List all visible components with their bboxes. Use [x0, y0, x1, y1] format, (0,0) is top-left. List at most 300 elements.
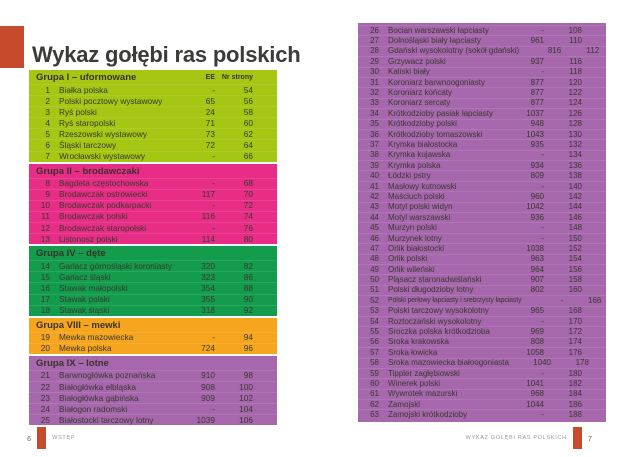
breed-name: Motyl warszawski	[388, 212, 451, 222]
breed-row	[29, 343, 277, 354]
breed-name: Murzyn polski	[388, 223, 437, 233]
breed-name: Krótkodzioby tomaszowski	[388, 129, 483, 139]
breed-row	[358, 25, 606, 35]
row-number: 37	[370, 139, 379, 149]
breed-row	[29, 392, 277, 403]
breed-row	[29, 332, 277, 343]
row-number: 45	[370, 223, 379, 233]
column-header-page: Nr strony	[221, 74, 253, 81]
breed-name: Dolnośląski biały łapciasty	[388, 36, 481, 46]
row-number: 13	[40, 233, 50, 244]
breed-row	[358, 222, 606, 232]
page-ref: 106	[239, 414, 253, 425]
breed-row	[29, 151, 277, 162]
page-title: Wykaz gołębi ras polskich	[32, 41, 301, 67]
page-ref: 122	[568, 88, 582, 98]
ee-number: -	[212, 84, 215, 95]
page-ref: 182	[568, 378, 582, 388]
ee-number: 323	[201, 271, 215, 282]
breed-row	[358, 243, 606, 253]
ee-number: -	[541, 410, 544, 420]
breed-name: Grzywacz polski	[388, 56, 446, 66]
breed-name: Bagdeta częstochowska	[59, 178, 149, 189]
ee-number: 809	[530, 171, 544, 181]
ee-number: -	[212, 151, 215, 162]
ee-number: 968	[530, 389, 544, 399]
group-block	[29, 356, 277, 425]
breed-row	[358, 347, 606, 357]
group-name: Grupa II – brodawczaki	[36, 165, 140, 177]
ee-number: 1039	[196, 414, 215, 425]
page-ref: 150	[568, 233, 582, 243]
breed-name: Stawak polski	[59, 294, 110, 305]
breed-row	[358, 399, 606, 409]
page-ref: 70	[243, 189, 253, 200]
row-number: 58	[370, 358, 379, 368]
ee-number: 877	[530, 77, 544, 87]
page-ref: 160	[568, 285, 582, 295]
page-ref: 148	[568, 223, 582, 233]
breed-name: Gdański wysokolotny (sokół gdański)	[388, 46, 520, 56]
breed-row	[29, 211, 277, 222]
breed-row	[29, 222, 277, 233]
page-ref: 110	[569, 36, 582, 46]
group-name: Grupa I – uformowane	[36, 72, 137, 83]
breed-row	[358, 170, 606, 180]
row-number: 26	[370, 25, 379, 35]
breed-row	[29, 233, 277, 244]
ee-number: -	[212, 200, 215, 211]
page-ref: 96	[243, 343, 253, 354]
ee-number: 1043	[526, 129, 544, 139]
ee-number: -	[541, 25, 544, 35]
breed-row	[29, 117, 277, 128]
page-ref: 124	[568, 98, 582, 108]
breed-row	[358, 306, 606, 316]
footer-section-label: WYKAZ GOŁĘBI RAS POLSKICH	[465, 435, 567, 441]
column-header-ee: EE	[205, 74, 215, 81]
page-ref: 170	[568, 316, 582, 326]
page-ref: 104	[239, 403, 253, 414]
ee-number: 24	[205, 106, 215, 117]
ee-number: 816	[547, 46, 562, 56]
ee-number: 964	[530, 264, 544, 274]
breed-name: Krymka białostocka	[388, 139, 458, 149]
breed-row	[29, 178, 277, 189]
page-ref: 92	[243, 305, 253, 316]
group-header	[29, 318, 277, 332]
row-number: 35	[370, 119, 379, 129]
page-ref: 178	[575, 358, 589, 368]
ee-number: 71	[205, 117, 215, 128]
ee-number: 1044	[526, 399, 544, 409]
row-number: 20	[40, 343, 50, 354]
row-number: 50	[370, 275, 379, 285]
group-header	[29, 356, 277, 370]
ee-number: 116	[201, 211, 215, 222]
ee-number: 934	[530, 160, 544, 170]
ee-number: 114	[201, 233, 215, 244]
breed-name: Ryś polski	[59, 106, 97, 117]
group-name: Grupa IV – dęte	[36, 248, 106, 260]
breed-row	[358, 409, 606, 419]
breed-name: Murzynek lotny	[388, 233, 442, 243]
breed-name: Winerek polski	[388, 378, 441, 388]
ee-number: 320	[201, 260, 215, 271]
page-ref: 168	[568, 306, 582, 316]
row-number: 51	[370, 285, 379, 295]
breed-name: Krótkodzioby pasiak łapciasty	[388, 108, 493, 118]
ee-number: 808	[530, 337, 544, 347]
page-ref: 144	[568, 202, 582, 212]
row-number: 22	[40, 381, 50, 392]
breed-name: Brodawczak staropolski	[59, 222, 147, 233]
breed-row	[358, 337, 606, 347]
page-ref: 60	[243, 117, 253, 128]
page-ref: 180	[568, 368, 582, 378]
ee-number: 1037	[526, 108, 544, 118]
row-number: 55	[370, 327, 379, 337]
ee-number: 948	[530, 119, 544, 129]
ee-number: -	[212, 178, 215, 189]
page-ref: 132	[568, 139, 582, 149]
breed-name: Masłowy kutnowski	[388, 181, 457, 191]
breed-row	[358, 181, 606, 191]
breed-row	[358, 108, 606, 118]
page-ref: 166	[588, 295, 602, 305]
breed-name: Listonosz polski	[59, 233, 118, 244]
ee-number: -	[212, 222, 215, 233]
row-number: 15	[40, 271, 50, 282]
breed-name: Polski długodzioby lotny	[388, 285, 474, 295]
breed-row	[358, 264, 606, 274]
row-number: 12	[40, 222, 50, 233]
breed-name: Białogłówka gąbińska	[59, 392, 139, 403]
row-number: 16	[40, 282, 50, 293]
breed-name: Białogon radomski	[59, 403, 128, 414]
breed-name: Białka polska	[59, 84, 108, 95]
row-number: 10	[40, 200, 50, 211]
breed-name: Wywrotek mazurski	[388, 389, 458, 399]
row-number: 62	[370, 399, 379, 409]
group-name: Grupa VIII – mewki	[36, 319, 121, 331]
breed-row	[29, 381, 277, 392]
ee-number: 961	[530, 36, 544, 46]
breed-name: Krymka kujawska	[388, 150, 451, 160]
row-number: 27	[370, 36, 379, 46]
breed-row	[358, 274, 606, 284]
row-number: 33	[370, 98, 379, 108]
breed-name: Rzeszowski wystawowy	[59, 128, 148, 139]
page-ref: 118	[569, 67, 582, 77]
ee-number: 937	[530, 56, 544, 66]
breed-name: Sroka łowicka	[388, 347, 438, 357]
ee-number: 73	[205, 128, 215, 139]
breed-name: Orlik wileński	[388, 264, 435, 274]
breed-row	[29, 189, 277, 200]
group-block	[29, 318, 277, 354]
breed-name: Ryś staropolski	[59, 117, 116, 128]
ee-number: 908	[201, 381, 215, 392]
breed-name: Polski pocztowy wystawowy	[59, 95, 163, 106]
breed-name: Mewka mazowiecka	[59, 332, 134, 343]
breed-row	[358, 378, 606, 388]
footer-accent-bar	[573, 427, 582, 449]
row-number: 36	[370, 129, 379, 139]
page-ref: 120	[568, 77, 582, 87]
breed-row	[358, 87, 606, 97]
page-ref: 128	[568, 119, 582, 129]
breed-name: Zamojski krótkodzioby	[388, 410, 468, 420]
page-ref: 176	[568, 347, 582, 357]
breed-row	[358, 139, 606, 149]
row-number: 61	[370, 389, 379, 399]
row-number: 53	[370, 306, 379, 316]
ee-number: 1042	[526, 202, 544, 212]
page-ref: 64	[243, 140, 253, 151]
ee-number: 355	[201, 294, 215, 305]
ee-number: 965	[530, 306, 544, 316]
page-ref: 58	[243, 106, 253, 117]
breed-name: Krymka polska	[388, 160, 441, 170]
footer-left	[27, 427, 75, 449]
row-number: 30	[370, 67, 379, 77]
breed-row	[358, 119, 606, 129]
breed-row	[358, 67, 606, 77]
group-block	[29, 164, 277, 245]
page-ref: 56	[243, 95, 253, 106]
breed-name: Koroniarz sercaty	[388, 98, 451, 108]
breed-row	[358, 191, 606, 201]
breed-row	[29, 260, 277, 271]
page-ref: 158	[568, 275, 582, 285]
row-number: 4	[45, 117, 50, 128]
ee-number: 969	[530, 327, 544, 337]
ee-number: 877	[530, 88, 544, 98]
breed-row	[358, 129, 606, 139]
row-number: 46	[370, 233, 379, 243]
breed-name: Barwnogłówka poznańska	[59, 370, 156, 381]
row-number: 14	[40, 260, 50, 271]
page-ref: 76	[243, 222, 253, 233]
row-number: 49	[370, 264, 379, 274]
page-ref: 90	[243, 294, 253, 305]
row-number: 34	[370, 108, 379, 118]
ee-number: 1041	[526, 378, 544, 388]
page-ref: 86	[243, 271, 253, 282]
breed-row	[29, 139, 277, 150]
page-ref: 156	[568, 264, 582, 274]
page-ref: 98	[243, 370, 253, 381]
breed-row	[358, 358, 606, 368]
page-ref: 140	[568, 181, 582, 191]
page-ref: 136	[568, 160, 582, 170]
group-header	[29, 246, 277, 260]
breed-row	[29, 414, 277, 425]
breed-name: Łódzki pstry	[388, 171, 431, 181]
breed-row	[358, 35, 606, 45]
breed-name: Pląsacz staronadwiślański	[388, 275, 482, 285]
breed-row	[358, 202, 606, 212]
row-number: 57	[370, 347, 379, 357]
row-number: 2	[45, 95, 50, 106]
ee-number: 117	[201, 189, 215, 200]
breed-name: Orlik białostocki	[388, 243, 445, 253]
ee-number: -	[541, 223, 544, 233]
ee-number: 1038	[526, 243, 544, 253]
breed-name: Sroczka polska krótkodzioba	[388, 327, 490, 337]
row-number: 8	[45, 178, 50, 189]
breed-row	[358, 98, 606, 108]
ee-number: -	[541, 150, 544, 160]
breed-row	[358, 77, 606, 87]
row-number: 43	[370, 202, 379, 212]
breed-row	[358, 285, 606, 295]
ee-number: -	[541, 316, 544, 326]
page-ref: 186	[568, 399, 582, 409]
breed-name: Koroniarz barwnoogoniasty	[388, 77, 485, 87]
breed-row	[358, 295, 606, 305]
ee-number: 907	[530, 275, 544, 285]
ee-number: 72	[205, 140, 215, 151]
breed-name: Sroka krakowska	[388, 337, 449, 347]
breed-table-continued	[358, 23, 606, 422]
breed-name: Białogłówka elbląska	[59, 381, 137, 392]
title-accent-block	[0, 26, 24, 68]
page-ref: 62	[243, 128, 253, 139]
row-number: 38	[370, 150, 379, 160]
breed-name: Białostocki tarczowy lotny	[59, 414, 154, 425]
row-number: 48	[370, 254, 379, 264]
breed-name: Stawak małopolski	[59, 282, 128, 293]
page-ref: 94	[243, 332, 253, 343]
row-number: 60	[370, 378, 379, 388]
row-number: 44	[370, 212, 379, 222]
ee-number: -	[212, 332, 215, 343]
breed-name: Bocian warszawski łapciasty	[388, 25, 489, 35]
breed-name: Garlacz śląski	[59, 271, 111, 282]
page-ref: 100	[239, 381, 253, 392]
row-number: 21	[40, 370, 50, 381]
page-ref: 102	[239, 392, 253, 403]
breed-row	[29, 95, 277, 106]
breed-row	[358, 160, 606, 170]
breed-row	[29, 271, 277, 282]
footer-accent-bar	[37, 427, 46, 449]
ee-number: -	[560, 295, 564, 305]
breed-row	[358, 212, 606, 222]
ee-number: 935	[530, 139, 544, 149]
group-block	[29, 246, 277, 315]
group-block	[29, 70, 277, 162]
group-header	[29, 164, 277, 178]
ee-number: 1058	[526, 347, 544, 357]
row-number: 54	[370, 316, 379, 326]
page-ref: 146	[568, 212, 582, 222]
row-number: 28	[370, 46, 379, 56]
row-number: 31	[370, 77, 379, 87]
breed-row	[358, 316, 606, 326]
page-ref: 66	[243, 151, 253, 162]
row-number: 32	[370, 88, 379, 98]
row-number: 6	[45, 140, 50, 151]
ee-number: 936	[530, 212, 544, 222]
breed-name: Śląski tarczowy	[59, 140, 117, 151]
row-number: 17	[40, 294, 50, 305]
page-ref: 112	[586, 46, 600, 56]
breed-row	[29, 106, 277, 117]
row-number: 47	[370, 243, 379, 253]
page-ref: 172	[568, 327, 582, 337]
breed-name: Krótkodzioby polski	[388, 119, 457, 129]
page-ref: 74	[243, 211, 253, 222]
breed-name: Orlik polski	[388, 254, 428, 264]
row-number: 9	[45, 189, 50, 200]
row-number: 7	[45, 151, 50, 162]
breed-name: Polski tarczowy wysokolotny	[388, 306, 489, 316]
ee-number: 909	[201, 392, 215, 403]
page-ref: 82	[243, 260, 253, 271]
breed-row	[29, 294, 277, 305]
page-ref: 68	[243, 178, 253, 189]
page-ref: 138	[568, 171, 582, 181]
breed-row	[29, 128, 277, 139]
row-number: 23	[40, 392, 50, 403]
footer-page-number: 7	[587, 433, 592, 443]
ee-number: 910	[201, 370, 215, 381]
breed-row	[29, 305, 277, 316]
ee-number: -	[541, 181, 544, 191]
breed-name: Zamojski	[388, 399, 421, 409]
breed-name: Garlacz górnośląski koroniasty	[59, 260, 172, 271]
row-number: 11	[41, 211, 50, 222]
ee-number: 354	[201, 282, 215, 293]
breed-row	[358, 368, 606, 378]
page-ref: 54	[243, 84, 253, 95]
breed-name: Roztoczański wysokolotny	[388, 316, 482, 326]
row-number: 24	[40, 403, 50, 414]
row-number: 52	[370, 295, 379, 305]
row-number: 19	[40, 332, 50, 343]
breed-row	[358, 326, 606, 336]
breed-groups	[29, 70, 277, 427]
ee-number: -	[541, 67, 544, 77]
group-header	[29, 70, 277, 84]
breed-row	[358, 150, 606, 160]
page-ref: 126	[568, 108, 582, 118]
row-number: 18	[40, 305, 50, 316]
page-ref: 184	[568, 389, 582, 399]
page-ref: 130	[568, 129, 582, 139]
page-ref: 154	[568, 254, 582, 264]
row-number: 3	[45, 106, 50, 117]
page-ref: 142	[568, 191, 582, 201]
ee-number: 1040	[533, 358, 551, 368]
row-number: 41	[370, 181, 379, 191]
page-ref: 88	[243, 282, 253, 293]
breed-row	[29, 282, 277, 293]
breed-name: Brodawczak podkarpacki	[59, 200, 152, 211]
breed-name: Polski perłowy łapciasty i srebrzysty łapciasty	[388, 296, 522, 304]
breed-name: Tippler zagłębiowski	[388, 368, 460, 378]
page-ref: 134	[568, 150, 582, 160]
page-ref: 188	[568, 410, 582, 420]
page-ref: 174	[568, 337, 582, 347]
ee-number: -	[212, 403, 215, 414]
breed-name: Brodawczak ostrowiecki	[59, 189, 148, 200]
ee-number: -	[541, 233, 544, 243]
page-ref: 108	[568, 25, 582, 35]
